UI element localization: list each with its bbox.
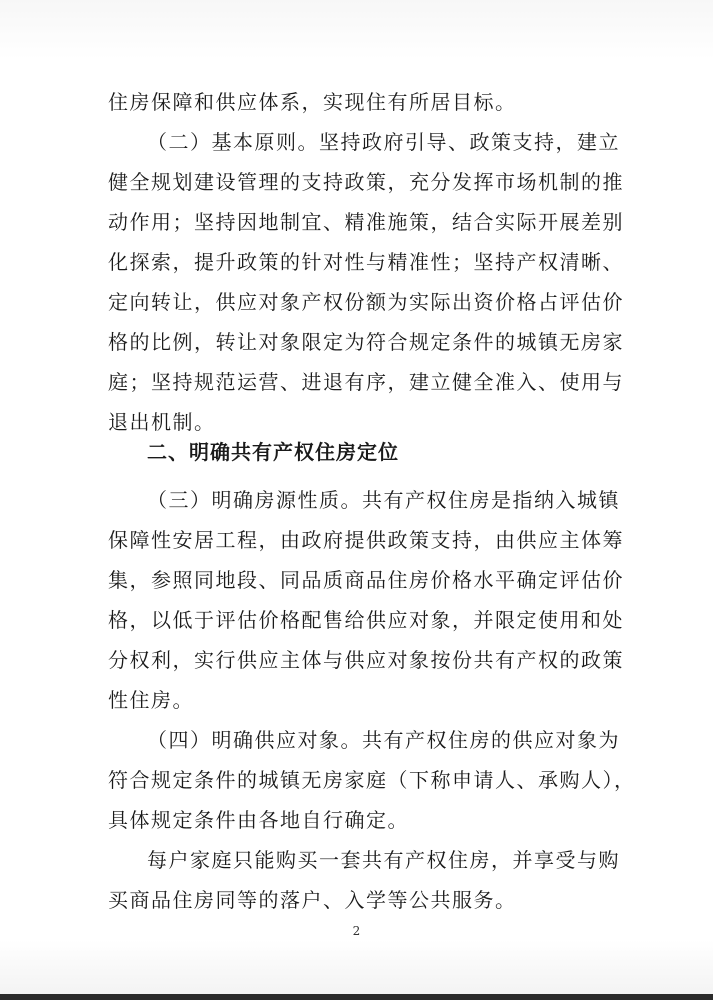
text-line-4: 动作用；坚持因地制宜、精准施策，结合实际开展差别 (108, 210, 624, 234)
text-line-6: 定向转让，供应对象产权份额为实际出资价格占评估价 (108, 290, 624, 314)
text-line-2: （二）基本原则。坚持政府引导、政策支持，建立 (147, 130, 620, 154)
text-line-14: 分权利，实行供应主体与供应对象按份共有产权的政策 (108, 648, 624, 672)
page-number: 2 (352, 924, 361, 938)
text-line-17: 符合规定条件的城镇无房家庭（下称申请人、承购人）， (108, 768, 636, 792)
text-line-11: 保障性安居工程，由政府提供政策支持，由供应主体筹 (108, 528, 624, 552)
text-line-10: （三）明确房源性质。共有产权住房是指纳入城镇 (147, 488, 620, 512)
text-line-3: 健全规划建设管理的支持政策，充分发挥市场机制的推 (108, 170, 624, 194)
text-line-20: 买商品住房同等的落户、入学等公共服务。 (108, 888, 517, 912)
text-line-16: （四）明确供应对象。共有产权住房的供应对象为 (147, 728, 620, 752)
scan-bottom-edge (0, 994, 713, 1000)
text-line-19: 每户家庭只能购买一套共有产权住房，并享受与购 (147, 848, 620, 872)
text-line-13: 格，以低于评估价格配售给供应对象，并限定使用和处 (108, 608, 624, 632)
section-heading: 二、明确共有产权住房定位 (147, 440, 399, 464)
text-line-5: 化探索，提升政策的针对性与精准性；坚持产权清晰、 (108, 250, 624, 274)
text-line-8: 庭；坚持规范运营、进退有序，建立健全准入、使用与 (108, 370, 624, 394)
text-line-1: 住房保障和供应体系，实现住有所居目标。 (108, 90, 517, 114)
text-line-15: 性住房。 (108, 688, 194, 712)
text-line-18: 具体规定条件由各地自行确定。 (108, 808, 409, 832)
text-line-12: 集，参照同地段、同品质商品住房价格水平确定评估价 (108, 568, 624, 592)
text-line-9: 退出机制。 (108, 410, 216, 434)
text-line-7: 格的比例，转让对象限定为符合规定条件的城镇无房家 (108, 330, 624, 354)
